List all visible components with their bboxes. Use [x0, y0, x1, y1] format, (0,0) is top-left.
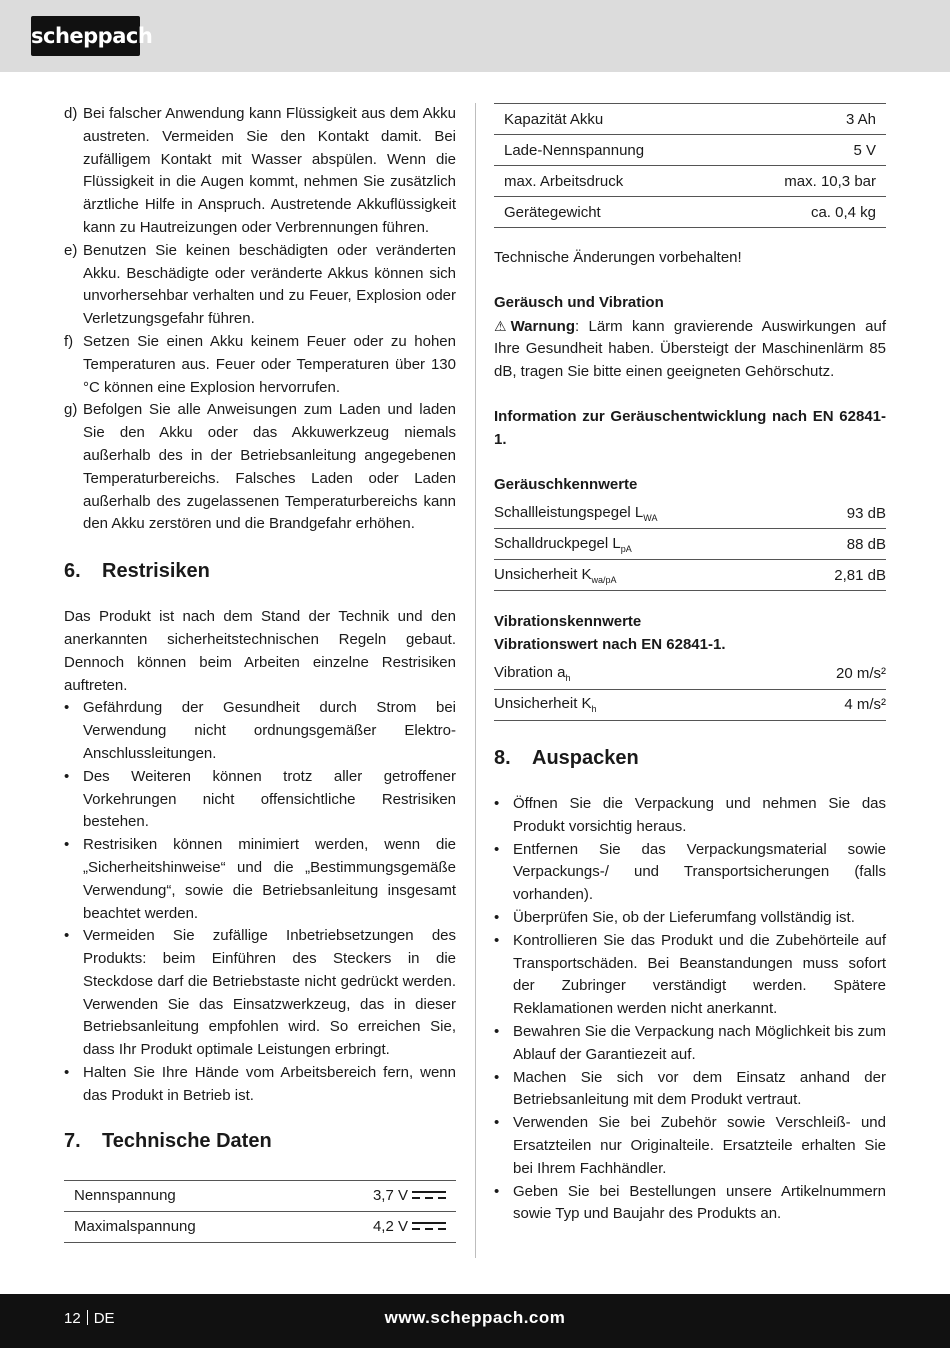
vibration-heading: Vibrationskennwerte: [494, 613, 642, 631]
dc-symbol-icon: [412, 1189, 446, 1201]
vibration-subheading: Vibrationswert nach EN 62841-1.: [494, 636, 726, 654]
website-link[interactable]: www.scheppach.com: [384, 1308, 566, 1327]
table-row: Lade-Nennspannung 5 V: [494, 135, 886, 166]
header-bar: [0, 0, 950, 72]
list-item: d) Bei falscher Anwendung kann Flüssigkeit aus dem Akku austreten. Vermeiden Sie den Kontakt damit. Bei zufälligem Kontakt mit Wasser abspülen. Wenn die Flüssigkeit in die Augen kommt, nehmen Sie zusätzlich ärztliche Hilfe in Anspruch. Austretende Akkuflüssigkeit kann zu Hautreizungen oder Verbrennungen führen.: [64, 105, 456, 236]
list-item: f) Setzen Sie einen Akku keinem Feuer oder zu hohen Temperaturen aus. Feuer oder Temperaturen über 130 °C können eine Explosion hervorrufen.: [64, 332, 456, 396]
section-7-heading: 7. Technische Daten: [64, 1129, 272, 1152]
bullet-item: • Vermeiden Sie zufällige Inbetriebsetzungen des Produkts: beim Einführen des Steckers in die Steckdose darf die Betriebstaste nicht gedrückt werden. Verwenden Sie das Einsatzwerkzeug, das in dieser Betriebsanleitung empfohlen wird. So erreichen Sie, dass Ihr Produkt optimale Leistungen erbringt.: [64, 927, 456, 1059]
bullet-item: • Entfernen Sie das Verpackungsmaterial sowie Verpackungs-/ und Transportsicherungen (falls vorhanden).: [494, 840, 886, 904]
right-column: [494, 103, 886, 1226]
bullet-item: • Machen Sie sich vor dem Einsatz anhand der Betriebsanleitung mit dem Produkt vertraut.: [494, 1068, 886, 1109]
noise-warning: ⚠ Warnung: Lärm kann gravierende Auswirkungen auf Ihre Gesundheit haben. Übersteigt der Maschinenlärm 85 dB, tragen Sie bitte einen geeigneten Gehörschutz.: [494, 315, 886, 384]
section-8-heading: 8. Auspacken: [494, 746, 639, 769]
warning-icon: ⚠: [494, 317, 507, 334]
bullet-item: • Des Weiteren können trotz aller getroffener Vorkehrungen nicht offensichtliche Restrisiken bestehen.: [64, 767, 456, 831]
table-row: Nennspannung 3,7 V: [64, 1180, 456, 1212]
column-divider: [475, 103, 476, 1258]
bullet-item: • Gefährdung der Gesundheit durch Strom bei Verwendung nicht ordnungsgemäßer Elektro-Anschlussleitungen.: [64, 699, 456, 762]
bullet-item: • Öffnen Sie die Verpackung und nehmen Sie das Produkt vorsichtig heraus.: [494, 794, 886, 835]
table-row: Unsicherheit $K_{wa/pA}$ 2,81 dB: [494, 560, 886, 591]
scheppach-logo: scheppach: [31, 16, 140, 56]
table-row: Kapazität Akku 3 Ah: [494, 103, 886, 135]
bullet-item: • Geben Sie bei Bestellungen unsere Artikelnummern sowie Typ und Baujahr des Produkts an.: [494, 1182, 886, 1223]
noise-heading: Geräusch und Vibration: [494, 293, 664, 311]
dc-symbol-icon: [412, 1220, 446, 1232]
tech-data-table-left: [64, 1180, 456, 1243]
noise-table: [494, 498, 886, 591]
page-number: 12 DE: [64, 1310, 115, 1327]
noise-values-heading: Geräuschkennwerte: [494, 475, 638, 493]
table-row: Unsicherheit $K_h$ 4 m/s²: [494, 690, 886, 721]
table-row: Maximalspannung 4,2 V: [64, 1212, 456, 1243]
table-row: Vibration $a_h$ 20 m/s²: [494, 659, 886, 690]
footer-bar: [0, 1294, 950, 1348]
bullet-item: • Restrisiken können minimiert werden, wenn die „Sicherheitshinweise“ und die „Bestimmungsgemäße Verwendung“, sowie die Betriebsanleitung insgesamt beachtet werden.: [64, 836, 456, 922]
table-row: Schalldruckpegel $L_{pA}$ 88 dB: [494, 529, 886, 560]
list-item: e) Benutzen Sie keinen beschädigten oder veränderten Akku. Beschädigte oder veränderte Akkus können sich unvorhersehbar verhalten und zu Feuer, Explosion oder Verletzungsgefahr führen.: [64, 241, 456, 328]
bullet-item: • Überprüfen Sie, ob der Lieferumfang vollständig ist.: [494, 908, 855, 926]
bullet-item: • Halten Sie Ihre Hände vom Arbeitsbereich fern, wenn das Produkt in Betrieb ist.: [64, 1064, 456, 1104]
table-row: max. Arbeitsdruck max. 10,3 bar: [494, 166, 886, 197]
table-row: Schallleistungspegel $L_{WA}$ 93 dB: [494, 498, 886, 529]
section-8-list: [494, 793, 886, 1226]
bullet-item: • Bewahren Sie die Verpackung nach Möglichkeit bis zum Ablauf der Garantiezeit auf.: [494, 1022, 886, 1063]
list-item: g) Befolgen Sie alle Anweisungen zum Laden und laden Sie den Akku oder das Akkuwerkzeug niemals außerhalb des in der Betriebsanleitung angegebenen Temperaturbereichs. Falsches Laden oder Laden außerhalb des zugelassenen Temperaturbereichs kann den Akku zerstören und die Brandgefahr erhöhen.: [64, 401, 456, 533]
left-column: [64, 103, 456, 1243]
vibration-table: [494, 659, 886, 721]
section-6-heading: 6. Restrisiken: [64, 560, 210, 583]
section-6-intro: Das Produkt ist nach dem Stand der Technik und den anerkannten sicherheitstechnischen Regeln gebaut. Dennoch können beim Arbeiten einzelne Restrisiken auftreten.: [64, 608, 456, 694]
bullet-item: • Verwenden Sie bei Zubehör sowie Verschleiß- und Ersatzteilen nur Originalteile. Ersatzteile erhalten Sie bei Ihrem Fachhändler.: [494, 1114, 886, 1177]
changes-note: Technische Änderungen vorbehalten!: [494, 249, 742, 266]
tech-data-table-right: [494, 103, 886, 228]
table-row: Gerätegewicht ca. 0,4 kg: [494, 197, 886, 228]
bullet-item: • Kontrollieren Sie das Produkt und die Zubehörteile auf Transportschäden. Bei Beanstandungen muss sofort der Zubringer verständigt werden. Spätere Reklamationen werden nicht anerkannt.: [494, 931, 886, 1018]
noise-info: Information zur Geräuschentwicklung nach EN 62841-1.: [494, 407, 886, 448]
